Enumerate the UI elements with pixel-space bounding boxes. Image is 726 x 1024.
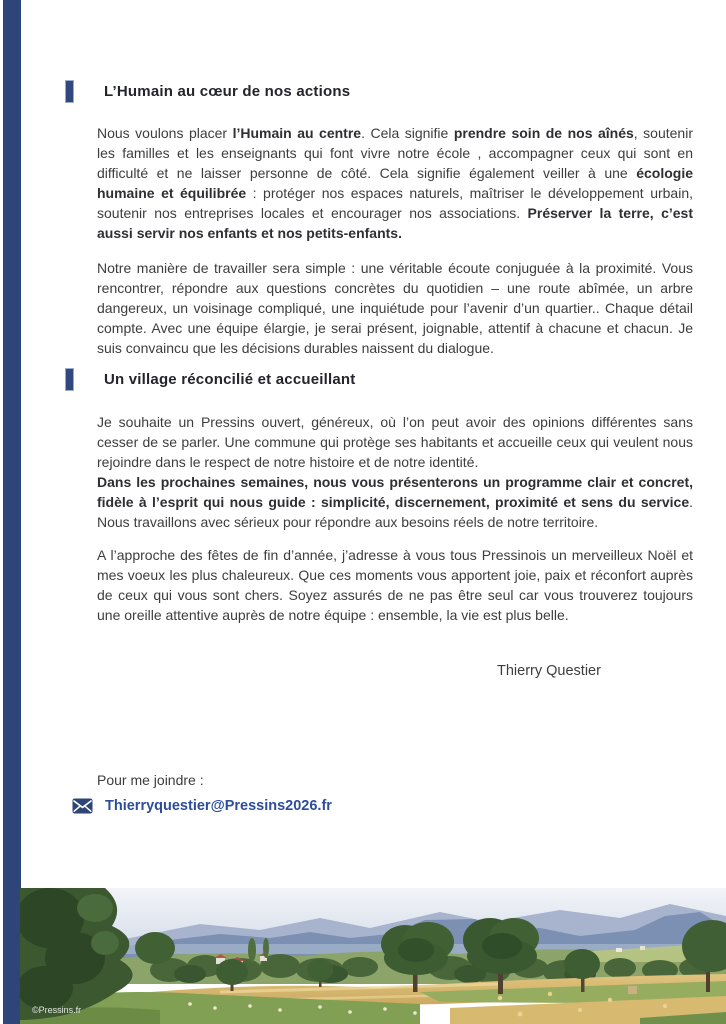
signature-name: Thierry Questier	[497, 663, 601, 679]
section-2-heading: Un village réconcilié et accueillant	[104, 371, 356, 388]
left-accent-band	[3, 0, 21, 1024]
heading-marker	[65, 80, 74, 103]
heading-marker	[65, 368, 74, 391]
section-1-heading: L’Humain au cœur de nos actions	[104, 83, 351, 100]
contact-label: Pour me joindre :	[97, 772, 204, 788]
contact-email-link[interactable]: Thierryquestier@Pressins2026.fr	[105, 798, 332, 814]
paragraph-humain-1: Nous voulons placer l’Humain au centre. Cela signifie prendre soin de nos aînés, soutenir les familles et les enseignants qui font vivre notre école , accompagner ceux qui sont en difficulté et ne laisser personne de côté. Cela signifie également veiller à une écologie humaine et équilibrée : protéger nos espaces naturels, maîtriser le développement urbain, soutenir nos entreprises locales et encourager nos associations. Préserver la terre, c’est aussi servir nos enfants et nos petits-enfants.	[97, 125, 693, 241]
section-1-heading-row	[65, 80, 350, 103]
paragraph-village-1: Je souhaite un Pressins ouvert, généreux, où l’on peut avoir des opinions différentes sans cesser de se parler. Une commune qui protège ses habitants et accueille ceux qui veulent nous rejoindre dans le respect de notre histoire et de notre identité. Dans les prochaines semaines, nous vous présenterons un programme clair et concret, fidèle à l’esprit qui nous guide : simplicité, discernement, proximité et sens du service. Nous travaillons avec sérieux pour répondre aux besoins réels de notre territoire.	[97, 414, 693, 530]
photo-credit: ©Pressins.fr	[32, 1005, 82, 1015]
section-2-heading-row	[65, 368, 355, 391]
landscape-photo	[20, 888, 726, 1024]
envelope-icon	[72, 798, 93, 814]
paragraph-village-2: A l’approche des fêtes de fin d’année, j’adresse à vous tous Pressinois un merveilleux Noël et mes voeux les plus chaleureux. Que ces moments vous apportent joie, paix et réconfort auprès de ceux qui vous sont chers. Soyez assurés de ne pas être seul car vous trouverez toujours une oreille attentive auprès de notre équipe : ensemble, la vie est plus belle.	[97, 547, 693, 623]
contact-email-row	[72, 798, 332, 814]
paragraph-humain-2: Notre manière de travailler sera simple : une véritable écoute conjuguée à la proximité. Vous rencontrer, répondre aux questions concrètes du quotidien – une route abîmée, un arbre dangereux, un voisinage compliqué, une inquiétude pour l’avenir d’un quartier.. Chaque détail compte. Avec une équipe élargie, je serai présent, joignable, attentif à chacune et chacun. Je suis convaincu que les décisions durables naissent du dialogue.	[97, 260, 693, 356]
